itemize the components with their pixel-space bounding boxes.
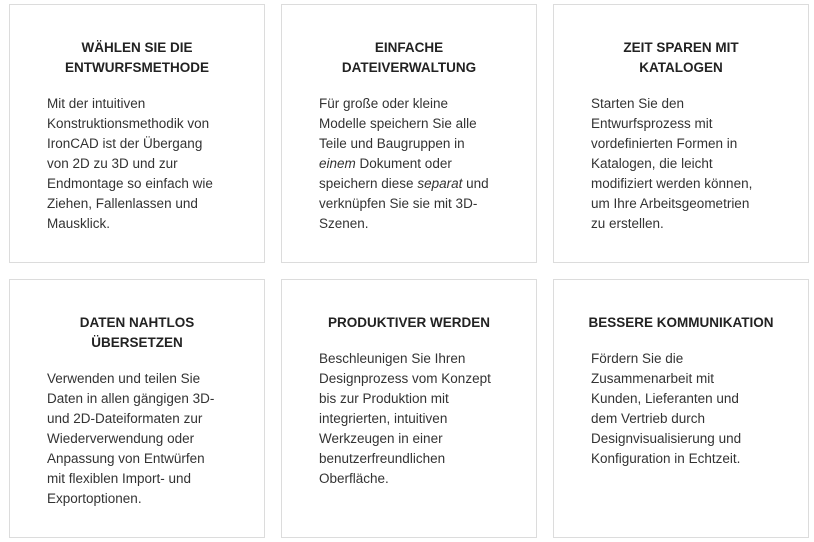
card-text: Starten Sie den Entwurfsprozess mit vordefinierten Formen in Katalogen, die leicht modifiziert werden können, um Ihre Arbeitsgeometrien zu erstellen. bbox=[591, 96, 753, 231]
card-text-part: Dokument oder speichern diese bbox=[319, 156, 452, 191]
card-text bbox=[319, 94, 500, 234]
feature-card-file-management bbox=[281, 4, 537, 263]
card-title: WÄHLEN SIE DIE ENTWURFSMETHODE bbox=[65, 40, 209, 75]
feature-card-communication bbox=[553, 279, 809, 538]
card-title: EINFACHE DATEIVERWALTUNG bbox=[341, 40, 477, 75]
feature-card-data-translation bbox=[9, 279, 265, 538]
feature-card-design-method bbox=[9, 4, 265, 263]
feature-card-productivity bbox=[281, 279, 537, 538]
feature-card-catalogs bbox=[553, 4, 809, 263]
card-text: Fördern Sie die Zusammenarbeit mit Kunden, Lieferanten und dem Vertrieb durch Designvisualisierung und Konfiguration in Echtzeit. bbox=[591, 351, 742, 466]
card-text-part: und verknüpfen Sie sie mit 3D- Szenen. bbox=[319, 176, 489, 231]
card-title: BESSERE KOMMUNIKATION bbox=[588, 315, 774, 330]
card-text: Beschleunigen Sie Ihren Designprozess vom Konzept bis zur Produktion mit integrierten, intuitiven Werkzeugen in einer benutzerfreundlichen Oberfläche. bbox=[319, 351, 491, 486]
card-text-emphasis: einem bbox=[319, 156, 356, 171]
card-title: ZEIT SPAREN MIT KATALOGEN bbox=[623, 40, 739, 75]
card-text: Mit der intuitiven Konstruktionsmethodik von IronCAD ist der Übergang von 2D zu 3D und zur Endmontage so einfach wie Ziehen, Fallenlassen und Mausklick. bbox=[47, 96, 213, 231]
card-title: DATEN NAHTLOS ÜBERSETZEN bbox=[79, 315, 195, 350]
card-text-part: Für große oder kleine Modelle speichern Sie alle Teile und Baugruppen in bbox=[319, 96, 477, 151]
card-title: PRODUKTIVER WERDEN bbox=[327, 315, 490, 330]
card-text-emphasis: separat bbox=[417, 176, 463, 191]
card-text: Verwenden und teilen Sie Daten in allen gängigen 3D- und 2D-Dateiformaten zur Wiederverwendung oder Anpassung von Entwürfen mit flexiblen Import- und Exportoptionen. bbox=[47, 371, 215, 506]
